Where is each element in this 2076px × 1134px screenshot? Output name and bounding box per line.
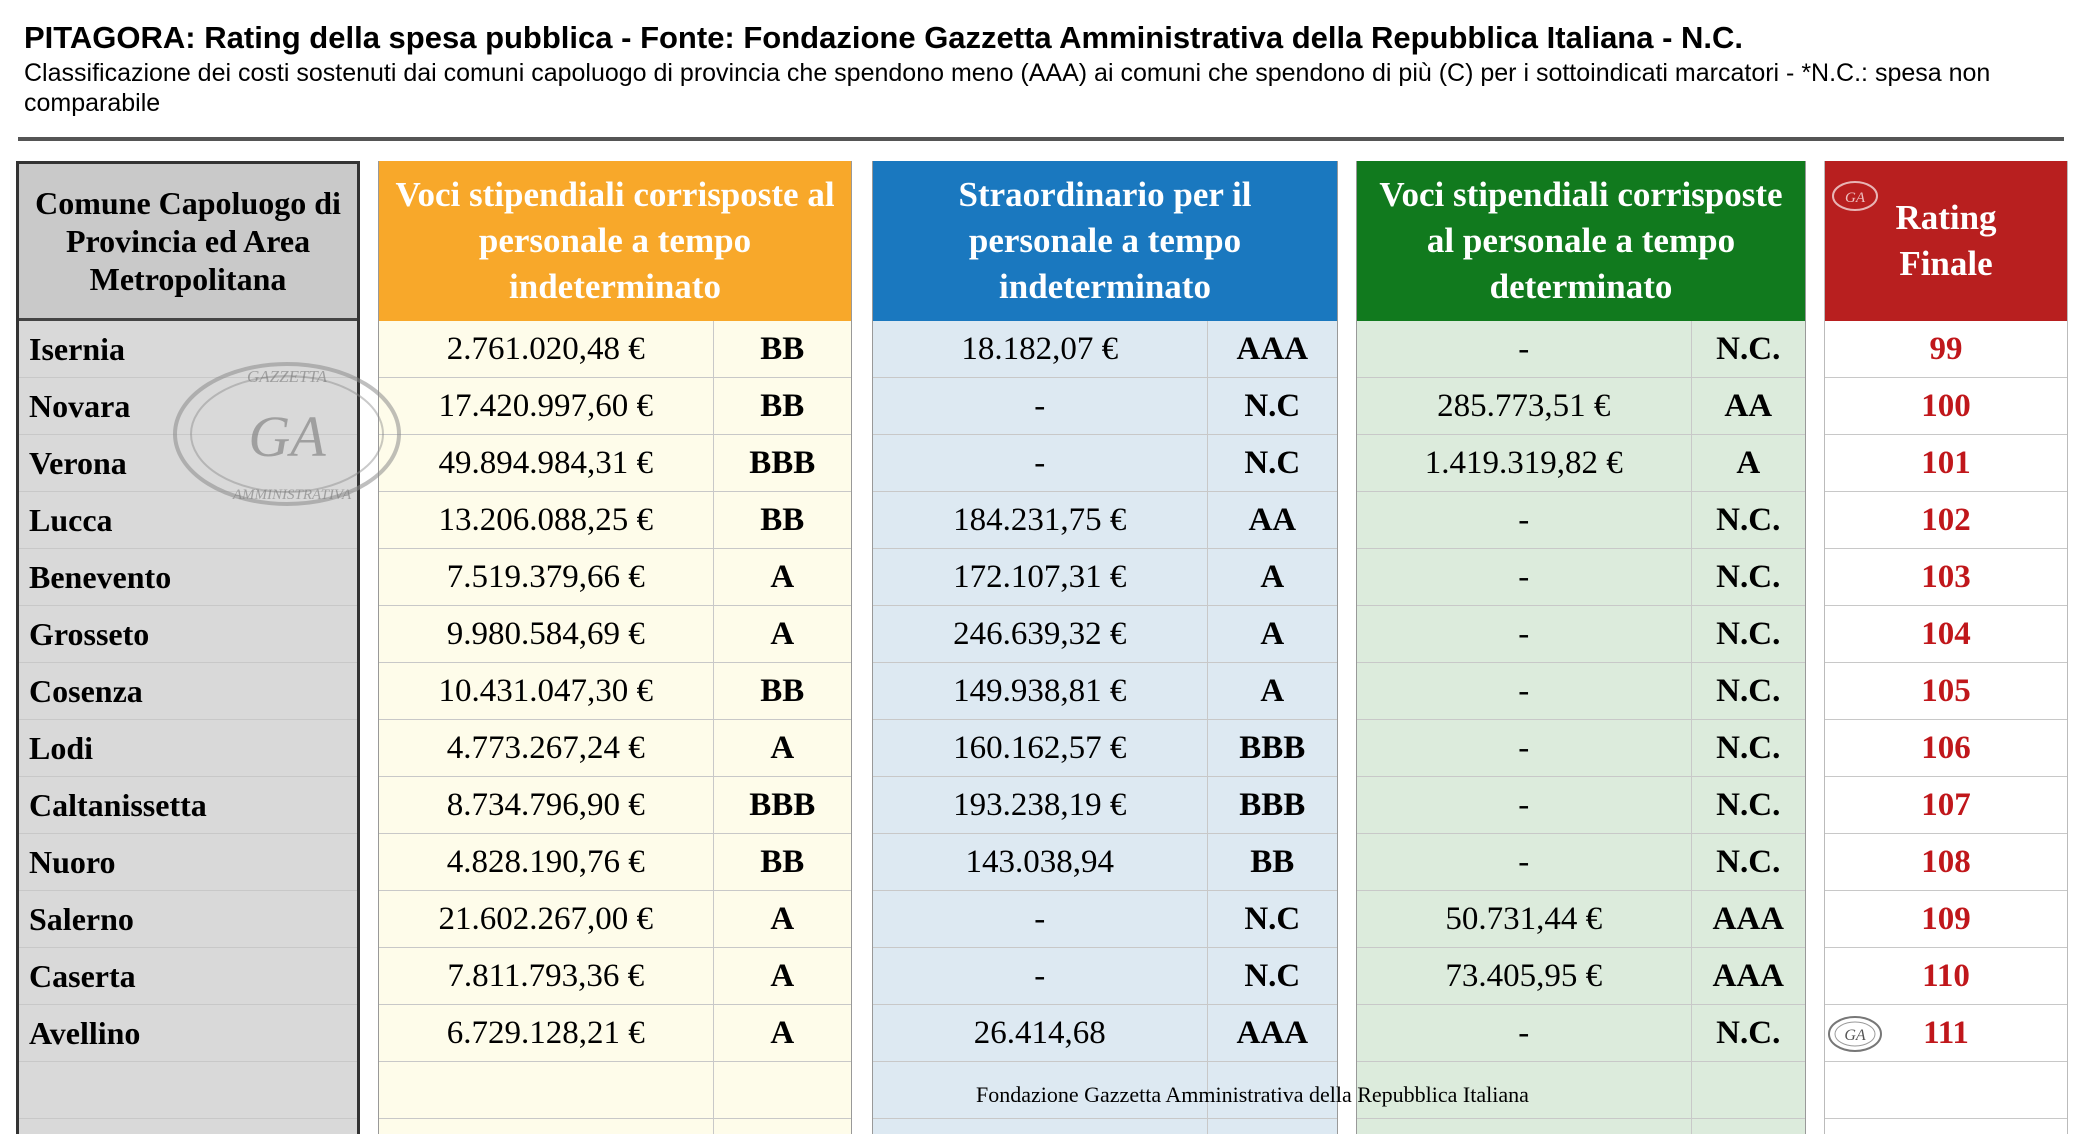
stipendi-indeterminato-rating: BB xyxy=(760,330,805,367)
stipendi-determinato-value: - xyxy=(1357,1005,1692,1061)
table-row xyxy=(19,1005,357,1062)
table-row xyxy=(19,891,357,948)
stipendi-determinato-rating xyxy=(1692,1062,1806,1118)
column-header-straordinario: Straordinario per il personale a tempo indeterminato xyxy=(873,161,1337,321)
stipendi-indeterminato-value: 7.519.379,66 € xyxy=(379,549,714,605)
watermark-ga-text: GA xyxy=(248,404,326,469)
table-row xyxy=(873,1119,1337,1134)
stipendi-indeterminato-rating: BB xyxy=(760,501,805,538)
table-row xyxy=(379,378,851,435)
stipendi-determinato-rating: N.C. xyxy=(1716,672,1781,709)
stipendi-determinato-rating: AAA xyxy=(1712,900,1784,937)
rating-finale-value: 110 xyxy=(1922,957,1970,994)
comune-name: Cosenza xyxy=(29,672,143,709)
stipendi-indeterminato-rating: A xyxy=(770,1014,795,1051)
comune-name: Caltanissetta xyxy=(29,786,207,823)
table-row xyxy=(1357,606,1805,663)
table-row xyxy=(1357,891,1805,948)
comune-name: Avellino xyxy=(29,1014,141,1051)
table-row xyxy=(1825,435,2067,492)
table-row xyxy=(873,606,1337,663)
table-row xyxy=(19,1062,357,1119)
straordinario-value: - xyxy=(873,948,1208,1004)
comune-name: Grosseto xyxy=(29,615,150,652)
table-row xyxy=(873,720,1337,777)
table-row xyxy=(379,720,851,777)
table-row xyxy=(1357,492,1805,549)
rating-finale-value: 103 xyxy=(1921,558,1971,595)
straordinario-rating: AAA xyxy=(1236,1014,1309,1051)
table-row xyxy=(873,549,1337,606)
stipendi-determinato-value: 50.731,44 € xyxy=(1357,891,1692,947)
stipendi-indeterminato-value: 7.811.793,36 € xyxy=(379,948,714,1004)
column-comune xyxy=(16,161,360,1134)
table-row xyxy=(19,720,357,777)
stipendi-determinato-value: - xyxy=(1357,492,1692,548)
table-row xyxy=(1825,1062,2067,1119)
stipendi-indeterminato-rating xyxy=(714,1062,851,1118)
report-title: PITAGORA: Rating della spesa pubblica - Fonte: Fondazione Gazzetta Amministrativa della Repubblica Italiana - N.C. xyxy=(24,20,1744,55)
straordinario-rating: BB xyxy=(1250,843,1295,880)
header-divider xyxy=(18,137,2064,141)
table-row xyxy=(19,948,357,1005)
comune-name xyxy=(19,1062,357,1118)
straordinario-value: - xyxy=(873,435,1208,491)
straordinario-rating: AAA xyxy=(1236,330,1309,367)
rating-finale-value xyxy=(1825,1062,2067,1118)
stipendi-determinato-value: - xyxy=(1357,663,1692,719)
stipendi-determinato-rating: N.C. xyxy=(1716,615,1781,652)
table-row xyxy=(379,549,851,606)
stipendi-determinato-rating: N.C. xyxy=(1716,786,1781,823)
report-header xyxy=(24,18,2064,118)
table-row xyxy=(379,834,851,891)
stipendi-determinato-rating: AAA xyxy=(1712,957,1784,994)
table-row xyxy=(1357,663,1805,720)
table-row xyxy=(379,1005,851,1062)
stipendi-indeterminato-rating: BBB xyxy=(749,444,816,481)
stipendi-determinato-value: - xyxy=(1357,720,1692,776)
rating-finale-value xyxy=(1825,1119,2067,1134)
stipendi-determinato-rating: N.C. xyxy=(1716,729,1781,766)
column-header-stipendi-determinato: Voci stipendiali corrisposte al personale a tempo determinato xyxy=(1357,161,1805,321)
stipendi-indeterminato-value: 10.431.047,30 € xyxy=(379,663,714,719)
rating-finale-label: Rating Finale xyxy=(1895,198,1997,283)
comune-name: Salerno xyxy=(29,900,134,937)
table-row xyxy=(379,321,851,378)
straordinario-rating: N.C xyxy=(1244,444,1301,481)
stipendi-indeterminato-value: 6.729.128,21 € xyxy=(379,1005,714,1061)
stipendi-determinato-cells xyxy=(1357,321,1805,1134)
stipendi-indeterminato-value xyxy=(379,1062,714,1118)
rating-finale-value: 105 xyxy=(1921,672,1971,709)
table-row xyxy=(1825,948,2067,1005)
rating-finale-value: 109 xyxy=(1921,900,1971,937)
stipendi-determinato-value: 1.419.319,82 € xyxy=(1357,435,1692,491)
stipendi-indeterminato-rating: A xyxy=(770,957,795,994)
table-row xyxy=(1825,663,2067,720)
table-row xyxy=(379,1119,851,1134)
straordinario-rating: N.C xyxy=(1244,900,1301,937)
stipendi-indeterminato-rating: BBB xyxy=(749,786,816,823)
straordinario-value: 26.414,68 xyxy=(873,1005,1208,1061)
table-row xyxy=(19,549,357,606)
table-row xyxy=(19,606,357,663)
straordinario-value: 184.231,75 € xyxy=(873,492,1208,548)
stipendi-determinato-rating: N.C. xyxy=(1716,1014,1781,1051)
table-row xyxy=(19,834,357,891)
table-row xyxy=(379,606,851,663)
stipendi-indeterminato-rating: BB xyxy=(760,843,805,880)
table-row xyxy=(873,435,1337,492)
table-row xyxy=(1357,948,1805,1005)
straordinario-rating: A xyxy=(1260,615,1285,652)
comune-name: Caserta xyxy=(29,957,136,994)
column-header-stipendi-indeterminato: Voci stipendiali corrisposte al personale a tempo indeterminato xyxy=(379,161,851,321)
table-row xyxy=(1825,549,2067,606)
table-row xyxy=(873,1005,1337,1062)
stipendi-determinato-rating: A xyxy=(1736,444,1761,481)
stipendi-determinato-rating: AA xyxy=(1724,387,1773,424)
stipendi-determinato-value: - xyxy=(1357,321,1692,377)
straordinario-value: 160.162,57 € xyxy=(873,720,1208,776)
table-row xyxy=(1825,777,2067,834)
rating-finale-value: 107 xyxy=(1921,786,1971,823)
table-row xyxy=(1825,492,2067,549)
table-row xyxy=(379,663,851,720)
straordinario-value: - xyxy=(873,891,1208,947)
stipendi-indeterminato-rating: BB xyxy=(760,387,805,424)
stipendi-indeterminato-value: 17.420.997,60 € xyxy=(379,378,714,434)
stipendi-indeterminato-value: 8.734.796,90 € xyxy=(379,777,714,833)
svg-text:GA: GA xyxy=(1844,1027,1866,1044)
straordinario-cells xyxy=(873,321,1337,1134)
table-row xyxy=(1357,834,1805,891)
table-row xyxy=(1357,1119,1805,1134)
table-row xyxy=(379,891,851,948)
straordinario-value: 18.182,07 € xyxy=(873,321,1208,377)
table-row xyxy=(379,777,851,834)
stipendi-determinato-value: 285.773,51 € xyxy=(1357,378,1692,434)
stipendi-indeterminato-rating xyxy=(714,1119,851,1134)
table-row xyxy=(19,663,357,720)
column-stipendi-determinato xyxy=(1356,161,1806,1134)
rating-finale-value: 106 xyxy=(1921,729,1971,766)
rating-finale-value: 101 xyxy=(1921,444,1971,481)
table-row xyxy=(379,435,851,492)
stipendi-indeterminato-rating: A xyxy=(770,900,795,937)
table-row xyxy=(873,834,1337,891)
stipendi-determinato-rating xyxy=(1692,1119,1806,1134)
straordinario-value: 143.038,94 xyxy=(873,834,1208,890)
table-row xyxy=(379,492,851,549)
table-row xyxy=(873,948,1337,1005)
svg-text:GA: GA xyxy=(1845,190,1865,206)
stipendi-indeterminato-rating: BB xyxy=(760,672,805,709)
table-row xyxy=(873,378,1337,435)
table-row xyxy=(1357,435,1805,492)
straordinario-rating: BBB xyxy=(1239,786,1306,823)
table-row xyxy=(1825,606,2067,663)
straordinario-rating: N.C xyxy=(1244,387,1301,424)
footer-source: Fondazione Gazzetta Amministrativa della Repubblica Italiana xyxy=(976,1082,1529,1107)
stipendi-indeterminato-value: 21.602.267,00 € xyxy=(379,891,714,947)
stipendi-determinato-value xyxy=(1357,1119,1692,1134)
comune-name: Nuoro xyxy=(29,843,116,880)
table-row xyxy=(873,663,1337,720)
stipendi-indeterminato-value: 2.761.020,48 € xyxy=(379,321,714,377)
straordinario-rating: A xyxy=(1260,672,1285,709)
table-row xyxy=(1357,378,1805,435)
comune-name: Novara xyxy=(29,387,131,424)
stipendi-indeterminato-value xyxy=(379,1119,714,1134)
table-row xyxy=(1357,777,1805,834)
straordinario-value: 172.107,31 € xyxy=(873,549,1208,605)
table-row xyxy=(1825,720,2067,777)
straordinario-rating: AA xyxy=(1248,501,1297,538)
gazzetta-small-logo xyxy=(1826,1012,1884,1056)
straordinario-value: - xyxy=(873,378,1208,434)
stipendi-determinato-value: - xyxy=(1357,777,1692,833)
table-row xyxy=(873,321,1337,378)
table-row xyxy=(1825,1119,2067,1134)
column-straordinario xyxy=(872,161,1338,1134)
straordinario-value: 193.238,19 € xyxy=(873,777,1208,833)
comune-name xyxy=(19,1119,357,1134)
table-row xyxy=(19,1119,357,1134)
table-row xyxy=(873,492,1337,549)
watermark-top-text: GAZZETTA xyxy=(247,367,327,386)
table-row xyxy=(1357,720,1805,777)
gazzetta-small-logo-header xyxy=(1830,178,1880,214)
column-stipendi-indeterminato xyxy=(378,161,852,1134)
column-rating-finale xyxy=(1824,161,2068,1134)
rating-finale-value: 100 xyxy=(1921,387,1971,424)
rating-finale-value: 102 xyxy=(1921,501,1971,538)
stipendi-determinato-rating: N.C. xyxy=(1716,501,1781,538)
rating-finale-value: 111 xyxy=(1923,1014,1969,1051)
table-row xyxy=(379,948,851,1005)
stipendi-indeterminato-value: 4.828.190,76 € xyxy=(379,834,714,890)
table-row xyxy=(1825,834,2067,891)
stipendi-determinato-rating: N.C. xyxy=(1716,330,1781,367)
stipendi-indeterminato-rating: A xyxy=(770,615,795,652)
rating-finale-value: 99 xyxy=(1929,330,1963,367)
stipendi-determinato-rating: N.C. xyxy=(1716,558,1781,595)
table-row xyxy=(1825,378,2067,435)
table-row xyxy=(1357,549,1805,606)
report-subtitle: Classificazione dei costi sostenuti dai comuni capoluogo di provincia che spendono meno (AAA) ai comuni che spendono di più (C) per i sottoindicati marcatori - *N.C.: spesa non comparabile xyxy=(24,59,1991,117)
stipendi-indeterminato-rating: A xyxy=(770,558,795,595)
table-row xyxy=(1825,891,2067,948)
stipendi-determinato-value: 73.405,95 € xyxy=(1357,948,1692,1004)
comune-name: Isernia xyxy=(29,330,125,367)
table-row xyxy=(1357,1005,1805,1062)
table-row xyxy=(19,777,357,834)
comune-name: Benevento xyxy=(29,558,172,595)
comune-name: Lucca xyxy=(29,501,113,538)
stipendi-indeterminato-value: 9.980.584,69 € xyxy=(379,606,714,662)
gazzetta-watermark-logo xyxy=(162,354,412,514)
stipendi-indeterminato-value: 49.894.984,31 € xyxy=(379,435,714,491)
rating-finale-value: 108 xyxy=(1921,843,1971,880)
stipendi-determinato-rating: N.C. xyxy=(1716,843,1781,880)
stipendi-determinato-value: - xyxy=(1357,549,1692,605)
table-row xyxy=(1825,321,2067,378)
rating-finale-value: 104 xyxy=(1921,615,1971,652)
stipendi-indeterminato-rating: A xyxy=(770,729,795,766)
straordinario-rating: N.C xyxy=(1244,957,1301,994)
stipendi-indeterminato-value: 13.206.088,25 € xyxy=(379,492,714,548)
table-row xyxy=(873,891,1337,948)
stipendi-determinato-value: - xyxy=(1357,834,1692,890)
straordinario-value: 149.938,81 € xyxy=(873,663,1208,719)
table-row xyxy=(379,1062,851,1119)
comune-name: Lodi xyxy=(29,729,94,766)
table-row xyxy=(1357,321,1805,378)
stipendi-indeterminato-cells xyxy=(379,321,851,1134)
straordinario-rating: A xyxy=(1260,558,1285,595)
stipendi-determinato-value: - xyxy=(1357,606,1692,662)
watermark-bottom-text: AMMINISTRATIVA xyxy=(232,487,352,503)
straordinario-rating xyxy=(1208,1119,1337,1134)
comune-name: Verona xyxy=(29,444,127,481)
straordinario-rating: BBB xyxy=(1239,729,1306,766)
straordinario-value xyxy=(873,1119,1208,1134)
straordinario-value: 246.639,32 € xyxy=(873,606,1208,662)
column-header-comune: Comune Capoluogo di Provincia ed Area Metropolitana xyxy=(19,164,357,321)
stipendi-indeterminato-value: 4.773.267,24 € xyxy=(379,720,714,776)
table-row xyxy=(873,777,1337,834)
